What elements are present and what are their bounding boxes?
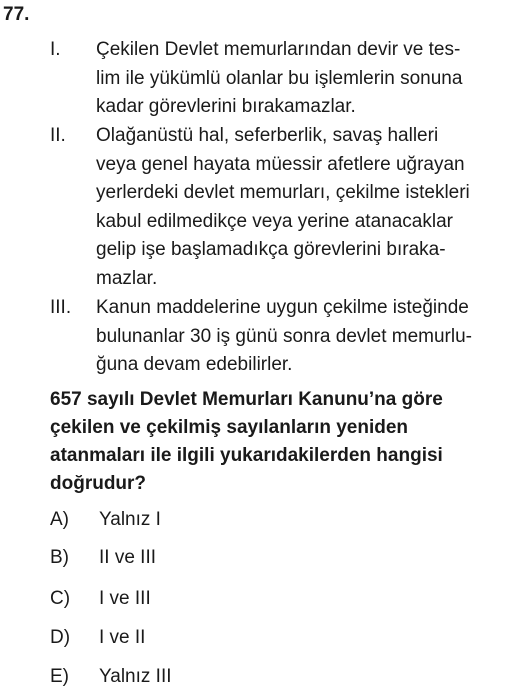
question-number: 77. [3, 4, 30, 25]
statement-2 [50, 122, 506, 293]
option-d[interactable] [50, 626, 350, 650]
stem-line: atanmaları ile ilgili yukarıdakilerden hangisi [50, 445, 443, 466]
option-text: II ve III [99, 547, 157, 568]
statement-line: lim ile yükümlü olanlar bu işlemlerin sonuna [96, 67, 463, 89]
statement-line: gelip işe başlamadıkça görevlerini bıraka- [96, 239, 446, 260]
option-letter: D) [50, 627, 71, 648]
statement-line: Olağanüstü hal, seferberlik, savaş halleri [96, 125, 439, 146]
statement-line: yerlerdeki devlet memurları, çekilme istekleri [96, 182, 470, 203]
option-letter: E) [50, 666, 69, 687]
option-letter: A) [50, 509, 69, 530]
statement-line: veya genel hayata müessir afetlere uğrayan [96, 153, 465, 175]
option-text: Yalnız III [99, 666, 172, 687]
statement-line: Kanun maddelerine uygun çekilme isteğinde [96, 297, 469, 318]
option-text: I ve III [99, 588, 151, 609]
statement-numeral: II. [50, 125, 66, 146]
option-letter: B) [50, 547, 69, 568]
stem-line: 657 sayılı Devlet Memurları Kanunu’na göre [50, 389, 443, 410]
statement-numeral: III. [50, 297, 72, 318]
statement-numeral: I. [50, 39, 61, 60]
option-a[interactable] [50, 508, 350, 532]
statement-text [96, 294, 506, 380]
statement-line: kadar görevlerini bırakamazlar. [96, 96, 356, 117]
option-e[interactable] [50, 665, 350, 689]
statement-line: kabul edilmedikçe veya yerine atanacaklar [96, 210, 453, 232]
stem-line: doğrudur? [50, 473, 147, 494]
statement-line: mazlar. [96, 267, 158, 289]
option-letter: C) [50, 588, 71, 609]
stem-line: çekilen ve çekilmiş sayılanların yeniden [50, 417, 409, 438]
statement-text [96, 36, 506, 122]
statement-line: ğuna devam edebilirler. [96, 354, 293, 375]
statement-3 [50, 294, 506, 380]
statement-text [96, 122, 506, 293]
option-text: Yalnız I [99, 509, 161, 530]
statement-line: Çekilen Devlet memurlarından devir ve tes- [96, 39, 461, 60]
statement-line: bulunanlar 30 iş günü sonra devlet memurlu- [96, 325, 472, 347]
option-text: I ve II [99, 627, 146, 648]
option-b[interactable] [50, 546, 350, 570]
option-c[interactable] [50, 587, 350, 611]
question-stem [50, 386, 510, 498]
statement-1 [50, 36, 506, 122]
